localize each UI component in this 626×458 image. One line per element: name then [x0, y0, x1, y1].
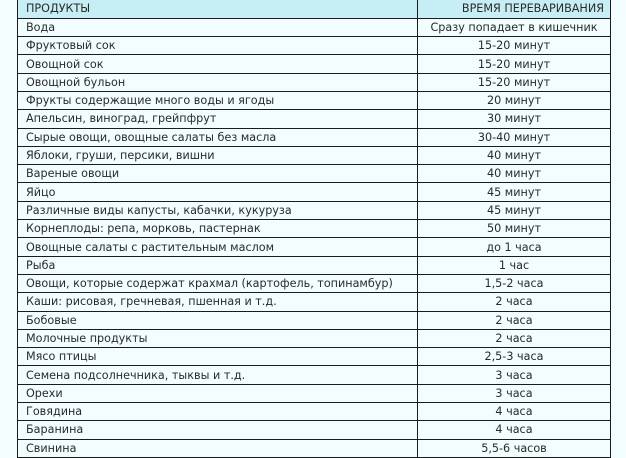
product-cell: Различные виды капусты, кабачки, кукуруза — [18, 201, 418, 219]
digestion-time-table — [17, 0, 611, 458]
table-row — [18, 183, 611, 201]
digestion-time-cell: 4 часа — [418, 403, 611, 421]
digestion-time-cell: 15-20 минут — [418, 37, 611, 55]
product-cell: Корнеплоды: репа, морковь, пастернак — [18, 220, 418, 238]
digestion-time-cell: 1 час — [418, 256, 611, 274]
digestion-time-cell: 30 минут — [418, 110, 611, 128]
product-cell: Говядина — [18, 403, 418, 421]
product-cell: Сырые овощи, овощные салаты без масла — [18, 128, 418, 146]
table-row — [18, 238, 611, 256]
product-cell: Вареные овощи — [18, 165, 418, 183]
table-row — [18, 311, 611, 329]
product-cell: Каши: рисовая, гречневая, пшенная и т.д. — [18, 293, 418, 311]
product-cell: Вода — [18, 18, 418, 36]
table-row — [18, 18, 611, 36]
digestion-time-cell: 45 минут — [418, 201, 611, 219]
digestion-time-cell: 20 минут — [418, 91, 611, 109]
product-cell: Орехи — [18, 384, 418, 402]
digestion-time-cell: 2 часа — [418, 329, 611, 347]
table-row — [18, 366, 611, 384]
product-cell: Яйцо — [18, 183, 418, 201]
product-cell: Овощные салаты с растительным маслом — [18, 238, 418, 256]
table-body — [18, 18, 611, 457]
digestion-time-cell: 30-40 минут — [418, 128, 611, 146]
table-row — [18, 165, 611, 183]
digestion-time-cell: 5,5-6 часов — [418, 439, 611, 457]
product-cell: Рыба — [18, 256, 418, 274]
digestion-time-cell: 40 минут — [418, 146, 611, 164]
digestion-time-cell: Сразу попадает в кишечник — [418, 18, 611, 36]
digestion-time-cell: 2 часа — [418, 293, 611, 311]
table-row — [18, 256, 611, 274]
product-cell: Молочные продукты — [18, 329, 418, 347]
digestion-time-cell: 50 минут — [418, 220, 611, 238]
table-row — [18, 55, 611, 73]
table-row — [18, 293, 611, 311]
table-row — [18, 439, 611, 457]
product-cell: Фруктовый сок — [18, 37, 418, 55]
digestion-time-cell: до 1 часа — [418, 238, 611, 256]
digestion-time-cell: 1,5-2 часа — [418, 274, 611, 292]
product-cell: Семена подсолнечника, тыквы и т.д. — [18, 366, 418, 384]
table-row — [18, 146, 611, 164]
table-row — [18, 37, 611, 55]
table-row — [18, 384, 611, 402]
digestion-time-cell: 2 часа — [418, 311, 611, 329]
header-digestion-time: ВРЕМЯ ПЕРЕВАРИВАНИЯ — [418, 0, 611, 18]
table-row — [18, 403, 611, 421]
digestion-time-cell: 4 часа — [418, 421, 611, 439]
digestion-time-cell: 40 минут — [418, 165, 611, 183]
product-cell: Овощной сок — [18, 55, 418, 73]
table-row — [18, 201, 611, 219]
digestion-time-cell: 45 минут — [418, 183, 611, 201]
table-row — [18, 128, 611, 146]
digestion-time-cell: 2,5-3 часа — [418, 348, 611, 366]
product-cell: Свинина — [18, 439, 418, 457]
table-row — [18, 91, 611, 109]
product-cell: Апельсин, виноград, грейпфрут — [18, 110, 418, 128]
product-cell: Баранина — [18, 421, 418, 439]
table-row — [18, 73, 611, 91]
digestion-time-table-container — [17, 0, 610, 458]
table-row — [18, 274, 611, 292]
digestion-time-cell: 15-20 минут — [418, 55, 611, 73]
table-row — [18, 348, 611, 366]
table-row — [18, 220, 611, 238]
product-cell: Овощи, которые содержат крахмал (картофель, топинамбур) — [18, 274, 418, 292]
digestion-time-cell: 3 часа — [418, 366, 611, 384]
product-cell: Фрукты содержащие много воды и ягоды — [18, 91, 418, 109]
digestion-time-cell: 3 часа — [418, 384, 611, 402]
table-row — [18, 110, 611, 128]
product-cell: Овощной бульон — [18, 73, 418, 91]
table-row — [18, 421, 611, 439]
digestion-time-cell: 15-20 минут — [418, 73, 611, 91]
product-cell: Мясо птицы — [18, 348, 418, 366]
product-cell: Бобовые — [18, 311, 418, 329]
header-products: ПРОДУКТЫ — [18, 0, 418, 18]
table-row — [18, 329, 611, 347]
product-cell: Яблоки, груши, персики, вишни — [18, 146, 418, 164]
table-header-row — [18, 0, 611, 18]
